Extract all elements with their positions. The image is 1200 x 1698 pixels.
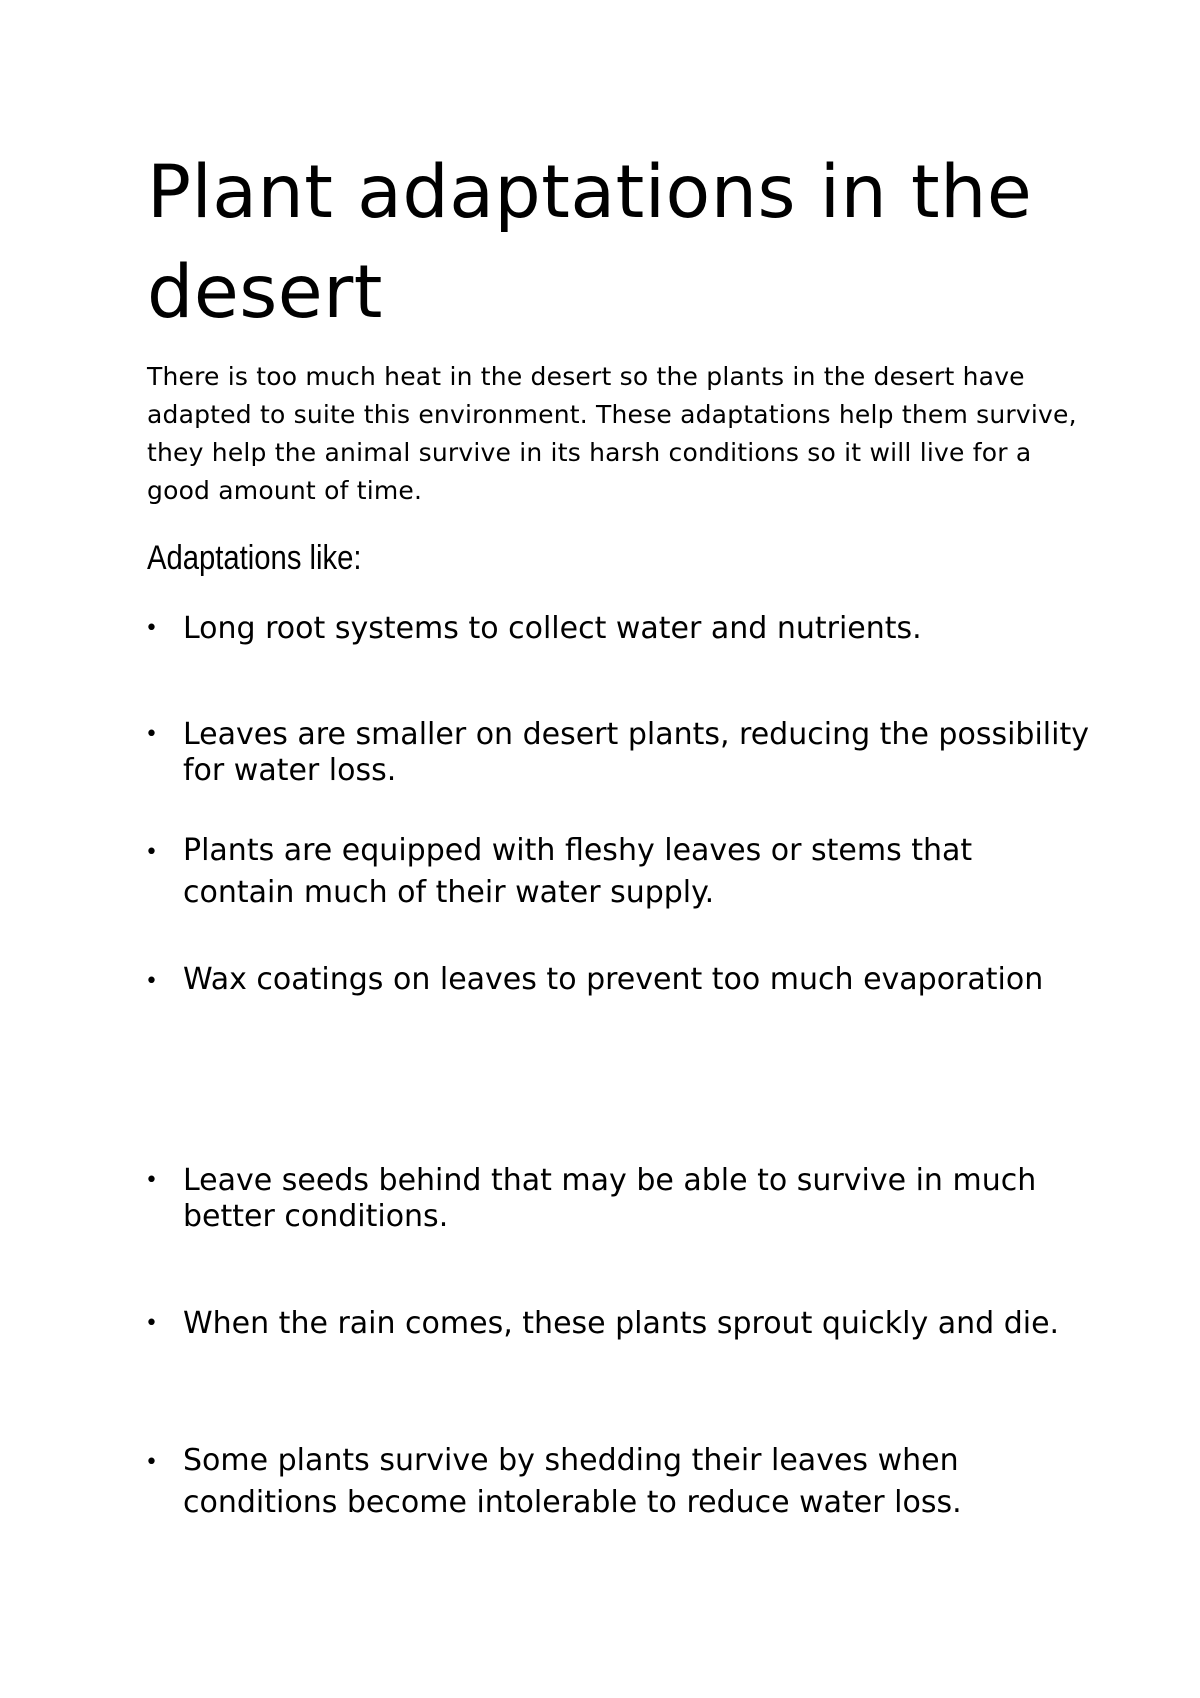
list-item-text: Leave seeds behind that may be able to survive in much better conditions.: [183, 1163, 1037, 1234]
bullet-icon: •: [145, 1450, 158, 1475]
intro-paragraph: There is too much heat in the desert so the plants in the desert have adapted to suite this environment. These adaptations help them survive, they help the animal survive in its harsh conditions so it will live for a good amount of time.: [147, 362, 1077, 505]
list-item-text: When the rain comes, these plants sprout quickly and die.: [183, 1306, 1060, 1341]
bullet-icon: •: [145, 969, 158, 994]
bullet-icon: •: [145, 1311, 158, 1336]
document-title: Plant adaptations in the desert: [147, 150, 1033, 335]
bullet-icon: •: [145, 616, 158, 641]
bullet-icon: •: [145, 840, 158, 865]
bullet-icon: •: [145, 722, 158, 747]
list-item-text: Long root systems to collect water and nutrients.: [183, 611, 922, 646]
list-item-text: Wax coatings on leaves to prevent too much evaporation: [183, 962, 1044, 997]
list-item-text: Plants are equipped with fleshy leaves or stems that contain much of their water supply.: [183, 833, 973, 910]
list-item-text: Leaves are smaller on desert plants, reducing the possibility for water loss.: [183, 717, 1089, 788]
bullet-icon: •: [145, 1168, 158, 1193]
adaptations-subheading: Adaptations like:: [147, 539, 362, 577]
list-item-text: Some plants survive by shedding their leaves when conditions become intolerable to reduce water loss.: [183, 1443, 962, 1520]
